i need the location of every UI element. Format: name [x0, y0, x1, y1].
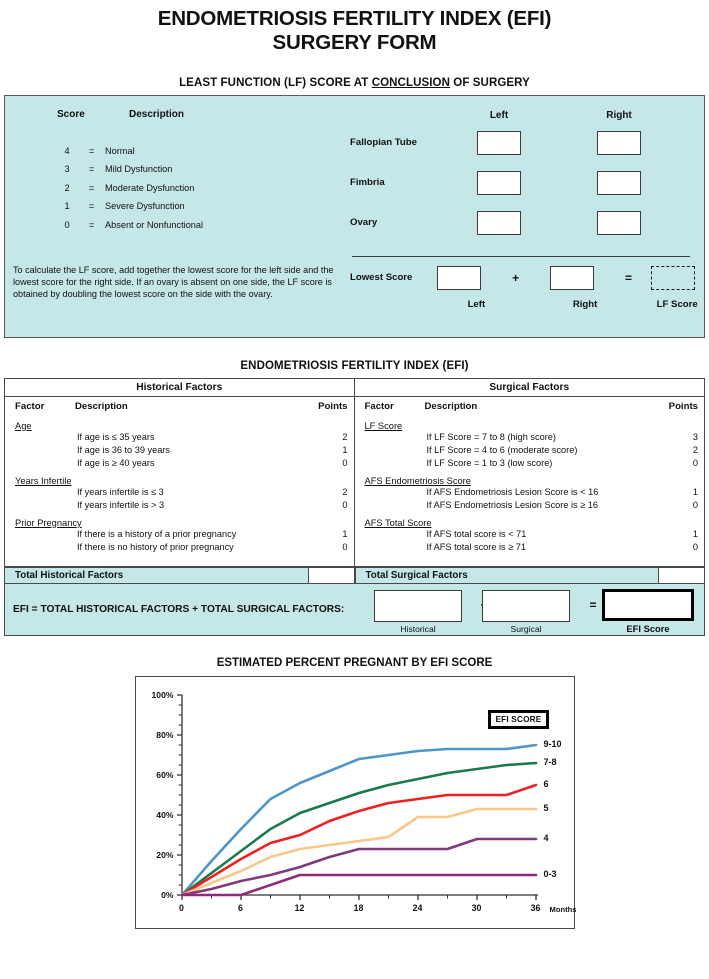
lf-col-description-label: Description — [129, 108, 185, 120]
chart-legend-title-box: EFI SCORE — [488, 710, 550, 729]
item-points: 1 — [692, 486, 698, 497]
item-points: 2 — [692, 444, 698, 455]
efi-formula-label: EFI = TOTAL HISTORICAL FACTORS + TOTAL SURGICAL FACTORS: — [13, 603, 345, 615]
total-surgical-group — [355, 567, 706, 584]
scale-equals: = — [88, 201, 95, 212]
historical-factors-column — [5, 379, 355, 566]
item-points: 0 — [692, 457, 698, 468]
factor-item — [355, 486, 705, 499]
lf-scale-item — [13, 201, 333, 211]
lf-section-heading — [0, 77, 709, 89]
factor-item — [355, 541, 705, 554]
lf-footer-left: Left — [467, 298, 486, 310]
input-lf-score[interactable] — [651, 266, 695, 290]
scale-equals: = — [88, 182, 95, 193]
input-fimbria-right[interactable] — [597, 171, 641, 195]
lf-score-panel — [4, 95, 705, 338]
header-description: Description — [75, 400, 128, 412]
chart-y-tick-label: 20% — [156, 849, 174, 860]
page-title-line1: ENDOMETRIOSIS FERTILITY INDEX (EFI) — [157, 7, 552, 30]
chart-title: ESTIMATED PERCENT PREGNANT BY EFI SCORE — [216, 656, 493, 669]
surgical-factors-column — [355, 379, 705, 566]
item-points: 0 — [342, 541, 348, 552]
lf-scale-header — [13, 109, 333, 120]
lf-scale-item — [13, 183, 333, 193]
item-points: 1 — [342, 528, 348, 539]
spacer — [355, 554, 705, 566]
item-description: If AFS total score is < 71 — [426, 528, 527, 539]
header-points: Points — [318, 400, 348, 412]
lf-scale-item — [13, 146, 333, 156]
header-factor: Factor — [15, 400, 45, 412]
caption-efi-score: EFI Score — [626, 622, 670, 634]
lf-row-label: Fallopian Tube — [350, 137, 417, 149]
scale-score: 1 — [64, 201, 70, 212]
item-points: 0 — [692, 541, 698, 552]
chart-series-label: 7-8 — [543, 756, 557, 767]
item-points: 2 — [342, 431, 348, 442]
spacer — [5, 554, 354, 566]
input-ovary-left[interactable] — [477, 211, 521, 235]
lf-input-column — [341, 96, 704, 337]
lf-footer-right: Right — [572, 298, 598, 310]
item-description: If LF Score = 4 to 6 (moderate score) — [426, 444, 578, 455]
item-description: If AFS Endometriosis Lesion Score is < 16 — [426, 486, 599, 497]
item-description: If LF Score = 1 to 3 (low score) — [426, 457, 553, 468]
lf-header-left: Left — [489, 109, 509, 121]
chart-y-tick-label: 0% — [161, 889, 174, 900]
chart-x-tick-label: 24 — [412, 902, 423, 913]
lf-footer-lf-score: LF Score — [656, 298, 698, 310]
chart-y-tick-label: 80% — [156, 729, 174, 740]
lf-heading-underlined: CONCLUSION — [371, 76, 451, 89]
item-points: 1 — [342, 444, 348, 455]
factor-group-lf-score — [355, 421, 705, 470]
lf-lowest-score-row — [342, 266, 704, 290]
scale-description: Severe Dysfunction — [105, 201, 185, 212]
chart-x-tick-label: 6 — [238, 902, 243, 913]
caption-surgical: Surgical — [510, 623, 542, 634]
input-total-surgical[interactable] — [659, 567, 705, 584]
efi-formula-strip — [4, 584, 705, 636]
factor-group-afs-total-score — [355, 518, 705, 554]
efi-table-wrapper — [4, 378, 705, 636]
lf-scale-item — [13, 220, 333, 230]
factor-group-age — [5, 421, 354, 470]
page-title-line2: SURGERY FORM — [272, 30, 437, 54]
chart-series-label: 6 — [543, 778, 549, 789]
factor-item — [5, 486, 354, 499]
input-fallopian-tube-left[interactable] — [477, 131, 521, 155]
chart-series-label: 0-3 — [543, 868, 557, 879]
lf-calculation-note: To calculate the LF score, add together the lowest score for the left side and the lowest score for the right side. If an ovary is absent on one side, the LF score is obtained by doubling the lowest score on the side with the ovary. — [13, 264, 334, 299]
chart-x-tick-label: 36 — [530, 902, 541, 913]
chart-x-tick-label: 12 — [294, 902, 305, 913]
plus-operator: + — [512, 270, 520, 285]
surgical-factors-title: Surgical Factors — [355, 379, 705, 397]
factor-item — [355, 444, 705, 457]
factor-item — [5, 457, 354, 470]
scale-score: 2 — [64, 182, 70, 193]
chart-series-label: 9-10 — [543, 738, 562, 749]
page-title — [0, 0, 709, 55]
factor-item — [5, 444, 354, 457]
chart-series-label: 4 — [543, 832, 549, 843]
factor-item — [355, 499, 705, 512]
lf-scale-list — [13, 146, 333, 230]
equals-operator: = — [625, 270, 633, 285]
lf-input-header — [342, 96, 704, 121]
group-label: Prior Pregnancy — [15, 517, 82, 528]
lf-divider-line — [352, 256, 690, 257]
factor-item — [5, 431, 354, 444]
factor-item — [355, 457, 705, 470]
historical-factors-title: Historical Factors — [5, 379, 354, 397]
historical-column-headers — [5, 397, 354, 415]
header-factor: Factor — [364, 400, 394, 412]
lf-row-label: Fimbria — [350, 177, 385, 189]
scale-equals: = — [88, 219, 95, 230]
input-efi-score-box[interactable] — [602, 589, 694, 621]
lf-row-fimbria — [342, 165, 704, 201]
lf-scale-item — [13, 164, 333, 174]
item-points: 1 — [692, 528, 698, 539]
chart-series-label: 5 — [543, 802, 549, 813]
item-points: 2 — [342, 486, 348, 497]
item-description: If years infertile is > 3 — [77, 499, 165, 510]
efi-section-heading: ENDOMETRIOSIS FERTILITY INDEX (EFI) — [240, 359, 469, 372]
factor-item — [355, 528, 705, 541]
group-label: Years Infertile — [15, 475, 72, 486]
item-description: If there is no history of prior pregnancy — [77, 541, 234, 552]
total-historical-group — [4, 567, 355, 584]
total-surgical-label: Total Surgical Factors — [355, 567, 660, 584]
pregnancy-rate-chart — [135, 676, 575, 929]
factor-item — [355, 431, 705, 444]
input-lowest-score-right[interactable] — [550, 266, 594, 290]
item-description: If age is ≥ 40 years — [77, 457, 155, 468]
group-label: AFS Total Score — [364, 517, 432, 528]
chart-y-tick-label: 100% — [151, 689, 174, 700]
chart-y-tick-label: 60% — [156, 769, 174, 780]
input-total-historical[interactable] — [309, 567, 355, 584]
scale-description: Moderate Dysfunction — [105, 182, 195, 193]
input-lowest-score-left[interactable] — [437, 266, 481, 290]
factor-group-prior-pregnancy — [5, 518, 354, 554]
factor-item — [5, 541, 354, 554]
scale-equals: = — [88, 164, 95, 175]
item-description: If years infertile is ≤ 3 — [77, 486, 164, 497]
chart-x-tick-label: 0 — [179, 902, 184, 913]
item-description: If age is 36 to 39 years — [77, 444, 170, 455]
item-description: If age is ≤ 35 years — [77, 431, 155, 442]
lf-heading-part1: LEAST FUNCTION (LF) SCORE AT — [179, 76, 372, 89]
input-historical-total-box[interactable] — [374, 590, 462, 622]
formula-equals-operator: = — [589, 597, 597, 612]
chart-y-tick-label: 40% — [156, 809, 174, 820]
chart-x-tick-label: 30 — [471, 902, 482, 913]
item-points: 0 — [692, 499, 698, 510]
group-label: LF Score — [364, 420, 403, 431]
item-description: If there is a history of a prior pregnancy — [77, 528, 237, 539]
item-points: 0 — [342, 457, 348, 468]
factor-item — [5, 528, 354, 541]
header-points: Points — [668, 400, 698, 412]
group-label: Age — [15, 420, 32, 431]
item-points: 3 — [692, 431, 698, 442]
lf-row-label: Ovary — [350, 217, 378, 229]
group-label: AFS Endometriosis Score — [364, 475, 471, 486]
lf-heading-part2: OF SURGERY — [450, 76, 530, 89]
scale-score: 3 — [64, 164, 70, 175]
efi-factors-table — [4, 378, 705, 567]
input-ovary-right[interactable] — [597, 211, 641, 235]
item-description: If AFS Endometriosis Lesion Score is ≥ 16 — [426, 499, 599, 510]
chart-x-axis-label: Months — [549, 904, 577, 914]
factor-group-afs-endometriosis-score — [355, 476, 705, 512]
scale-description: Absent or Nonfunctional — [105, 219, 204, 230]
scale-score: 0 — [64, 219, 70, 230]
input-fallopian-tube-right[interactable] — [597, 131, 641, 155]
chart-x-tick-label: 18 — [353, 902, 364, 913]
lf-row-ovary — [342, 205, 704, 241]
totals-row — [4, 567, 705, 584]
lf-header-right: Right — [606, 109, 632, 121]
scale-description: Normal — [105, 145, 135, 156]
scale-description: Mild Dysfunction — [105, 164, 173, 175]
scale-equals: = — [88, 145, 95, 156]
lf-col-score-label: Score — [57, 108, 85, 120]
header-description: Description — [424, 400, 478, 412]
item-description: If AFS total score is ≥ 71 — [426, 541, 527, 552]
input-surgical-total-box[interactable] — [482, 590, 570, 622]
lowest-score-label: Lowest Score — [350, 272, 413, 284]
item-description: If LF Score = 7 to 8 (high score) — [426, 431, 556, 442]
input-fimbria-left[interactable] — [477, 171, 521, 195]
lf-row-fallopian-tube — [342, 125, 704, 161]
factor-item — [5, 499, 354, 512]
item-points: 0 — [342, 499, 348, 510]
factor-group-years-infertile — [5, 476, 354, 512]
lf-footer-labels — [342, 299, 704, 310]
scale-score: 4 — [64, 145, 70, 156]
caption-historical: Historical — [400, 623, 436, 634]
total-historical-label: Total Historical Factors — [4, 567, 309, 584]
lf-scale-column — [5, 96, 341, 337]
surgical-column-headers — [355, 397, 705, 415]
